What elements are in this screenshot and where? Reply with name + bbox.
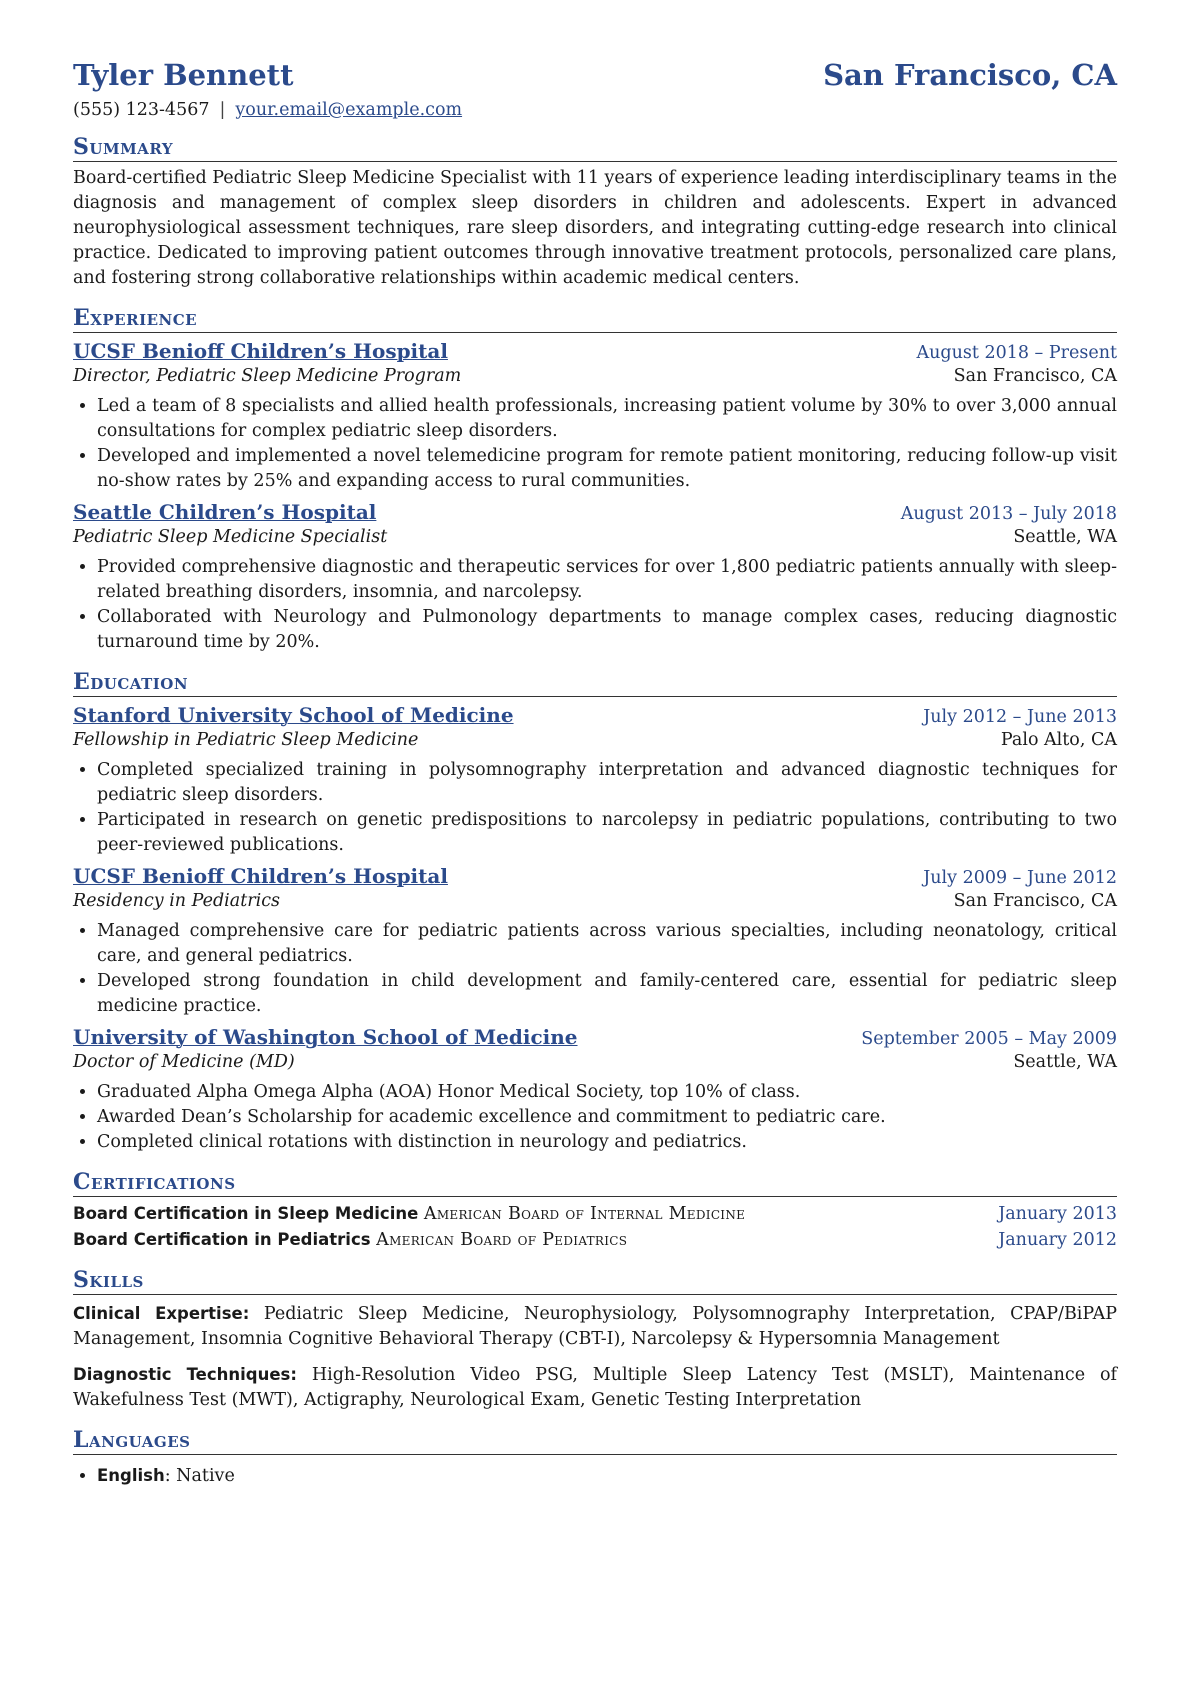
entry-bullets [73, 394, 1117, 494]
section-title-summary: Summary [73, 134, 1117, 162]
certification-name: Board Certification in Sleep Medicine [73, 1204, 419, 1223]
bullet-item: • Collaborated with Neurology and Pulmonology departments to manage complex cases, reducing diagnostic turnaround time by 20%. [97, 605, 1117, 655]
experience-entry [73, 339, 1117, 494]
bullet-item: • Developed and implemented a novel telemedicine program for remote patient monitoring, reducing follow-up visit no-show rates by 25% and expanding access to rural communities. [97, 444, 1117, 494]
certification-date: January 2012 [998, 1230, 1117, 1250]
certification-issuer: American Board of Internal Medicine [423, 1204, 746, 1224]
phone-number: (555) 123-4567 [73, 100, 210, 120]
bullet-item: • Completed specialized training in polysomnography interpretation and advanced diagnostic techniques for pediatric sleep disorders. [97, 758, 1117, 808]
entry-organization[interactable]: UCSF Benioff Children’s Hospital [73, 339, 448, 363]
contact-line [73, 100, 1117, 120]
email-link[interactable]: your.email@example.com [235, 100, 463, 120]
bullet-item: • Led a team of 8 specialists and allied health professionals, increasing patient volume by 30% to over 3,000 annual consultations for complex pediatric sleep disorders. [97, 394, 1117, 444]
experience-entry [73, 500, 1117, 655]
entry-bullets [73, 555, 1117, 655]
education-entry [73, 703, 1117, 858]
candidate-location: San Francisco, CA [823, 58, 1117, 92]
certification-name: Board Certification in Pediatrics [73, 1230, 371, 1249]
entry-organization[interactable]: University of Washington School of Medicine [73, 1025, 578, 1049]
entry-dates: July 2009 – June 2012 [923, 868, 1117, 888]
entry-organization[interactable]: Seattle Children’s Hospital [73, 500, 377, 524]
summary-text: Board-certified Pediatric Sleep Medicine Specialist with 11 years of experience leading interdisciplinary teams in the diagnosis and management of complex sleep disorders in children and adolescents. Expert in advanced neurophysiological assessment techniques, rare sleep disorders, and integrating cutting-edge research into clinical practice. Dedicated to improving patient outcomes through innovative treatment protocols, personalized care plans, and fostering strong collaborative relationships within academic medical centers. [73, 168, 1117, 288]
entry-location: San Francisco, CA [953, 891, 1117, 911]
language-name: English [97, 1466, 165, 1485]
entry-location: Seattle, WA [1013, 1052, 1117, 1072]
section-title-certifications: Certifications [73, 1169, 1117, 1197]
certification-date: January 2013 [998, 1204, 1117, 1224]
entry-role: Doctor of Medicine (MD) [73, 1052, 295, 1072]
entry-bullets [73, 919, 1117, 1019]
entry-location: Seattle, WA [1013, 527, 1117, 547]
bullet-item: • Completed clinical rotations with distinction in neurology and pediatrics. [97, 1130, 1117, 1155]
entry-dates: August 2018 – Present [916, 343, 1117, 363]
bullet-item: • Graduated Alpha Omega Alpha (AOA) Honor Medical Society, top 10% of class. [97, 1080, 1117, 1105]
language-level: : Native [164, 1466, 235, 1486]
entry-dates: August 2013 – July 2018 [900, 504, 1117, 524]
certification-item [73, 1227, 1117, 1253]
contact-separator: | [219, 100, 226, 120]
section-title-languages: Languages [73, 1427, 1117, 1455]
entry-dates: July 2012 – June 2013 [923, 707, 1117, 727]
certification-item [73, 1201, 1117, 1227]
bullet-item: • Managed comprehensive care for pediatric patients across various specialties, including neonatology, critical care, and general pediatrics. [97, 919, 1117, 969]
resume-header [73, 58, 1117, 92]
skill-group-text: High-Resolution Video PSG, Multiple Sleep Latency Test (MSLT), Maintenance of Wakefulness Test (MWT), Actigraphy, Neurological Exam, Genetic Testing Interpretation [73, 1365, 1117, 1410]
skill-group [73, 1362, 1117, 1413]
bullet-item: • Developed strong foundation in child development and family-centered care, essential for pediatric sleep medicine practice. [97, 969, 1117, 1019]
entry-role: Residency in Pediatrics [73, 891, 280, 911]
entry-location: Palo Alto, CA [1000, 730, 1117, 750]
entry-dates: September 2005 – May 2009 [861, 1029, 1117, 1049]
certifications-list [73, 1201, 1117, 1253]
section-title-education: Education [73, 669, 1117, 697]
skill-group-text: Pediatric Sleep Medicine, Neurophysiology, Polysomnography Interpretation, CPAP/BiPAP Management, Insomnia Cognitive Behavioral Therapy (CBT-I), Narcolepsy & Hypersomnia Management [73, 1304, 1117, 1349]
section-title-experience: Experience [73, 305, 1117, 333]
entry-organization[interactable]: UCSF Benioff Children’s Hospital [73, 864, 448, 888]
entry-location: San Francisco, CA [953, 366, 1117, 386]
skill-group-label: Clinical Expertise: [73, 1304, 250, 1323]
skill-group-label: Diagnostic Techniques: [73, 1365, 297, 1384]
languages-list [73, 1463, 1117, 1489]
entry-organization[interactable]: Stanford University School of Medicine [73, 703, 514, 727]
entry-role: Pediatric Sleep Medicine Specialist [73, 527, 388, 547]
certification-issuer: American Board of Pediatrics [376, 1230, 628, 1250]
bullet-item: • Provided comprehensive diagnostic and therapeutic services for over 1,800 pediatric patients annually with sleep-related breathing disorders, insomnia, and narcolepsy. [97, 555, 1117, 605]
bullet-item: • Awarded Dean’s Scholarship for academic excellence and commitment to pediatric care. [97, 1105, 1117, 1130]
entry-bullets [73, 758, 1117, 858]
education-entry [73, 864, 1117, 1019]
entry-role: Director, Pediatric Sleep Medicine Program [73, 366, 462, 386]
candidate-name: Tyler Bennett [73, 58, 294, 92]
education-entry [73, 1025, 1117, 1155]
entry-role: Fellowship in Pediatric Sleep Medicine [73, 730, 419, 750]
bullet-item: • Participated in research on genetic predispositions to narcolepsy in pediatric populations, contributing to two peer-reviewed publications. [97, 808, 1117, 858]
entry-bullets [73, 1080, 1117, 1155]
language-item [97, 1463, 1117, 1489]
section-title-skills: Skills [73, 1267, 1117, 1295]
skill-group [73, 1301, 1117, 1352]
